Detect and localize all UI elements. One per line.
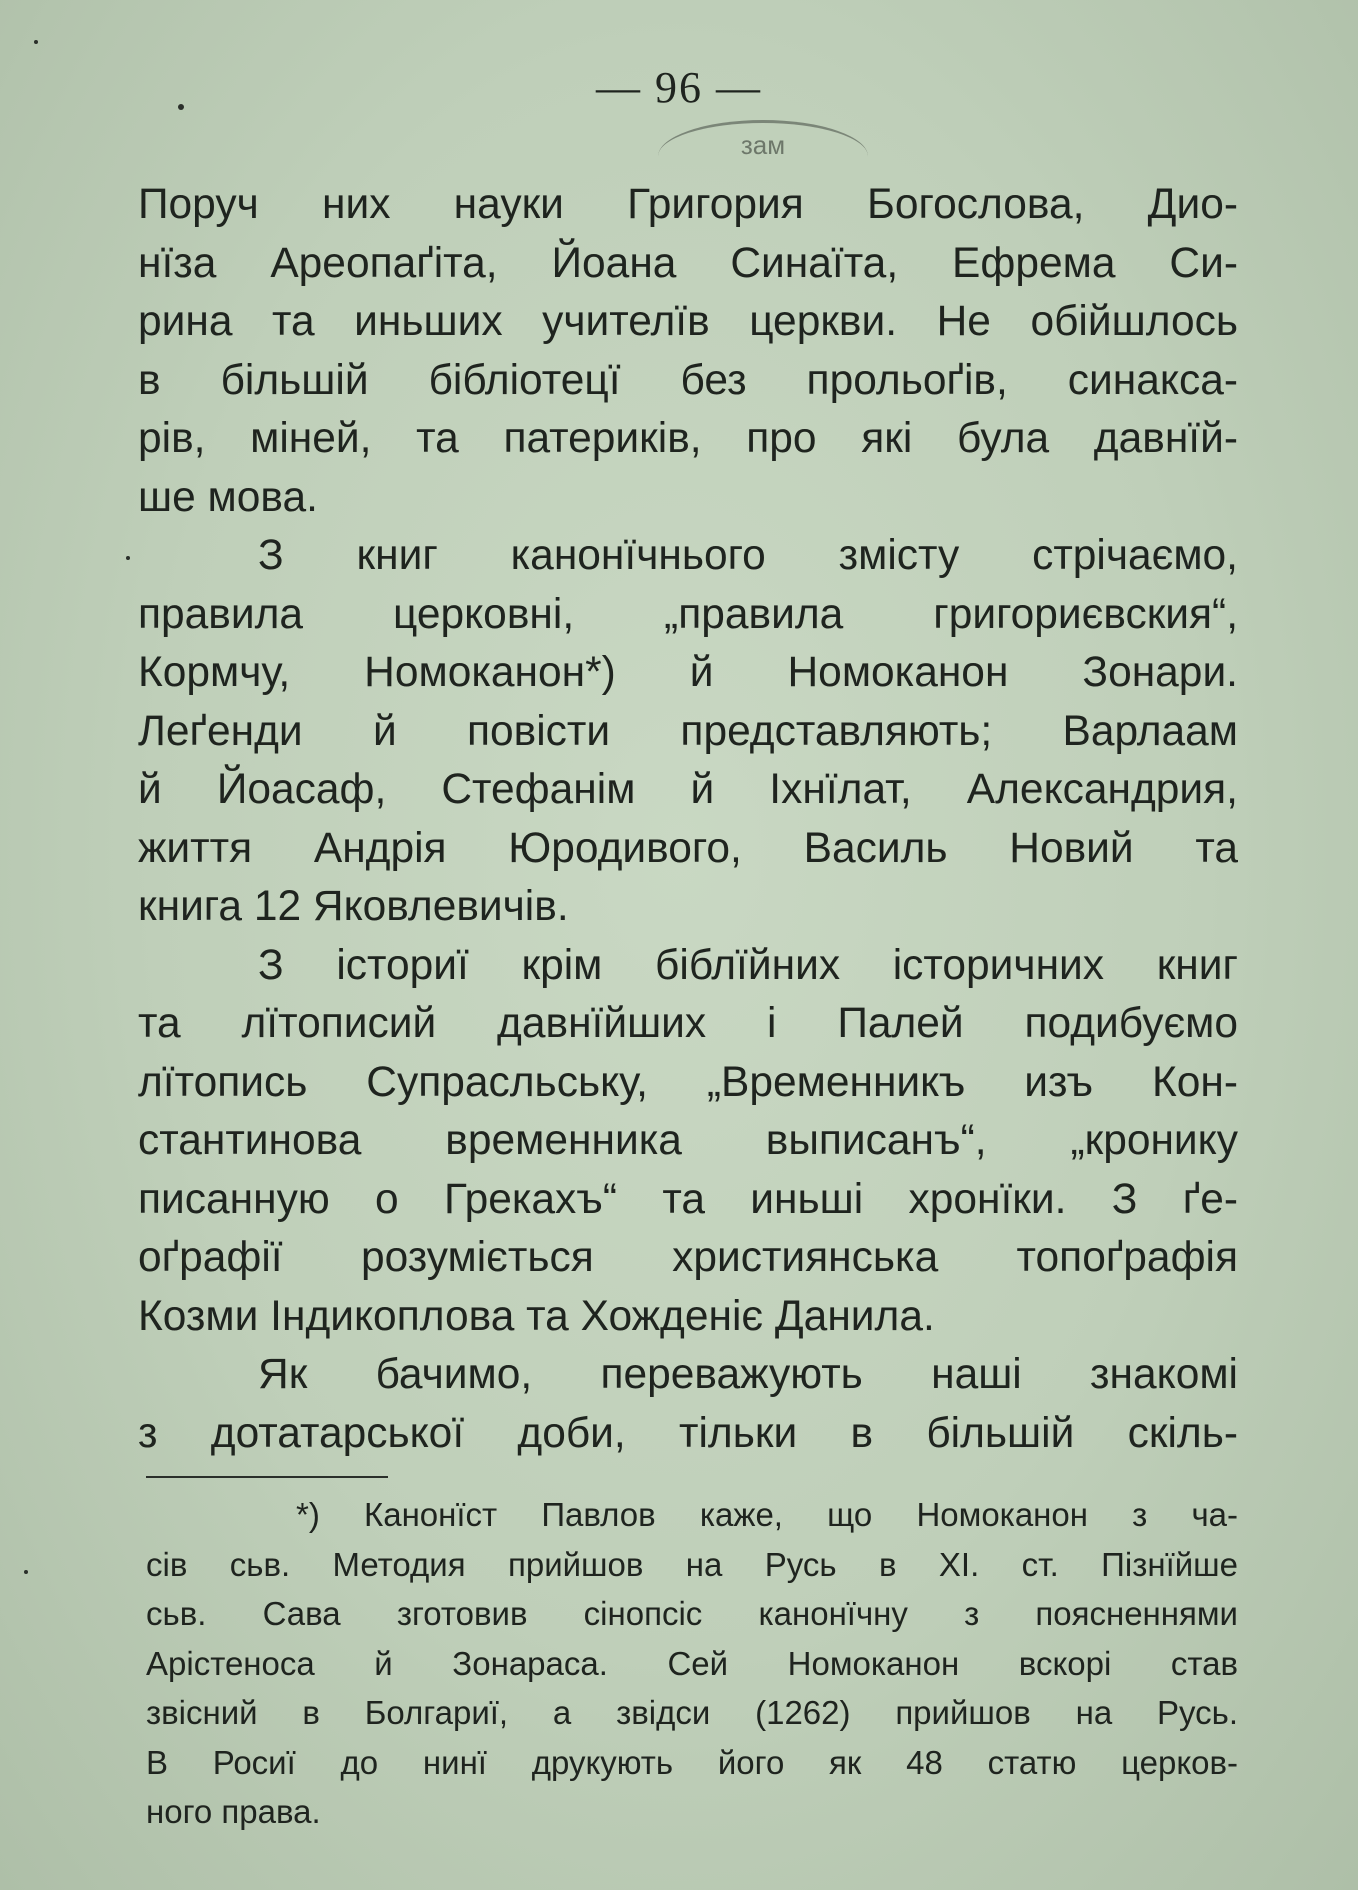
- text-line: Як бачимо, переважують наші знакомі: [258, 1351, 1238, 1398]
- ink-speck: [24, 1570, 28, 1574]
- footnote-divider: [146, 1476, 388, 1478]
- ink-speck: [34, 40, 38, 44]
- ink-speck: [126, 556, 130, 560]
- ink-speck: [178, 104, 184, 110]
- paragraph-1: [138, 176, 1238, 527]
- text-line: правила церковні, „правила григориєвския“,: [138, 590, 1238, 638]
- text-line: життя Андрія Юродивого, Василь Новий та: [138, 824, 1238, 872]
- text-line: в більшій бібліотецї без прольоґів, синакса-: [138, 356, 1238, 404]
- text-line: писанную о Грекахъ“ та иньші хронїки. З ґе-: [138, 1175, 1238, 1223]
- text-line: рів, міней, та патериків, про які була давнїй-: [138, 415, 1238, 462]
- paragraph-3: [138, 937, 1238, 1347]
- text-line: ше мова.: [138, 473, 318, 521]
- main-text: [138, 176, 1238, 1463]
- text-line: нїза Ареопаґіта, Йоана Синаїта, Ефрема Си-: [138, 239, 1238, 287]
- text-line: З істориї крім біблїйних історичних книг: [258, 941, 1238, 989]
- text-line: З книг канонїчнього змісту стрічаємо,: [258, 532, 1238, 579]
- footnote-line: ного права.: [146, 1793, 321, 1830]
- text-line: Поруч них науки Григория Богослова, Дио-: [138, 181, 1238, 228]
- text-line: Козми Індикоплова та Хожденіє Данила.: [138, 1292, 935, 1340]
- footnote-line: *) Канонїст Павлов каже, що Номоканон з ча-: [296, 1496, 1238, 1533]
- footnote-line: В Росиї до нинї друкують його як 48 статю церков-: [146, 1743, 1238, 1781]
- paragraph-2: [138, 527, 1238, 937]
- footnote-line: Арістеноса й Зонараса. Сей Номоканон вскорі став: [146, 1644, 1238, 1682]
- text-line: Кормчу, Номоканон*) й Номоканон Зонари.: [138, 649, 1238, 696]
- text-line: й Йоасаф, Стефанім й Іхнїлат, Александрия,: [138, 766, 1238, 813]
- text-line: та лїтописий давнїйших і Палей подибуємо: [138, 1000, 1238, 1047]
- footnote-line: сів сьв. Методия прийшов на Русь в XI. ст. Пізнїйше: [146, 1545, 1238, 1583]
- text-line: стантинова временника выписанъ“, „кронику: [138, 1117, 1238, 1164]
- text-line: Леґенди й повісти представляють; Варлаам: [138, 707, 1238, 755]
- text-line: лїтопись Супрасльську, „Временникъ изъ Кон-: [138, 1058, 1238, 1106]
- text-line: книга 12 Яковлевичів.: [138, 883, 569, 930]
- page-number: — 96 —: [596, 63, 762, 112]
- footnote-line: звісний в Болгариї, а звідси (1262) прийшов на Русь.: [146, 1694, 1238, 1731]
- text-line: оґрафії розуміється християнська топоґрафія: [138, 1234, 1238, 1281]
- text-line: рина та иньших учителїв церкви. Не обійшлось: [138, 298, 1238, 345]
- paragraph-4: [138, 1346, 1238, 1463]
- footnote: [146, 1490, 1238, 1837]
- text-line: з дотатарської доби, тільки в більшій скіль-: [138, 1409, 1238, 1457]
- footnote-line: сьв. Сава зготовив сінопсіс канонїчну з поясненнями: [146, 1595, 1238, 1632]
- stamp-text: зам: [740, 130, 786, 160]
